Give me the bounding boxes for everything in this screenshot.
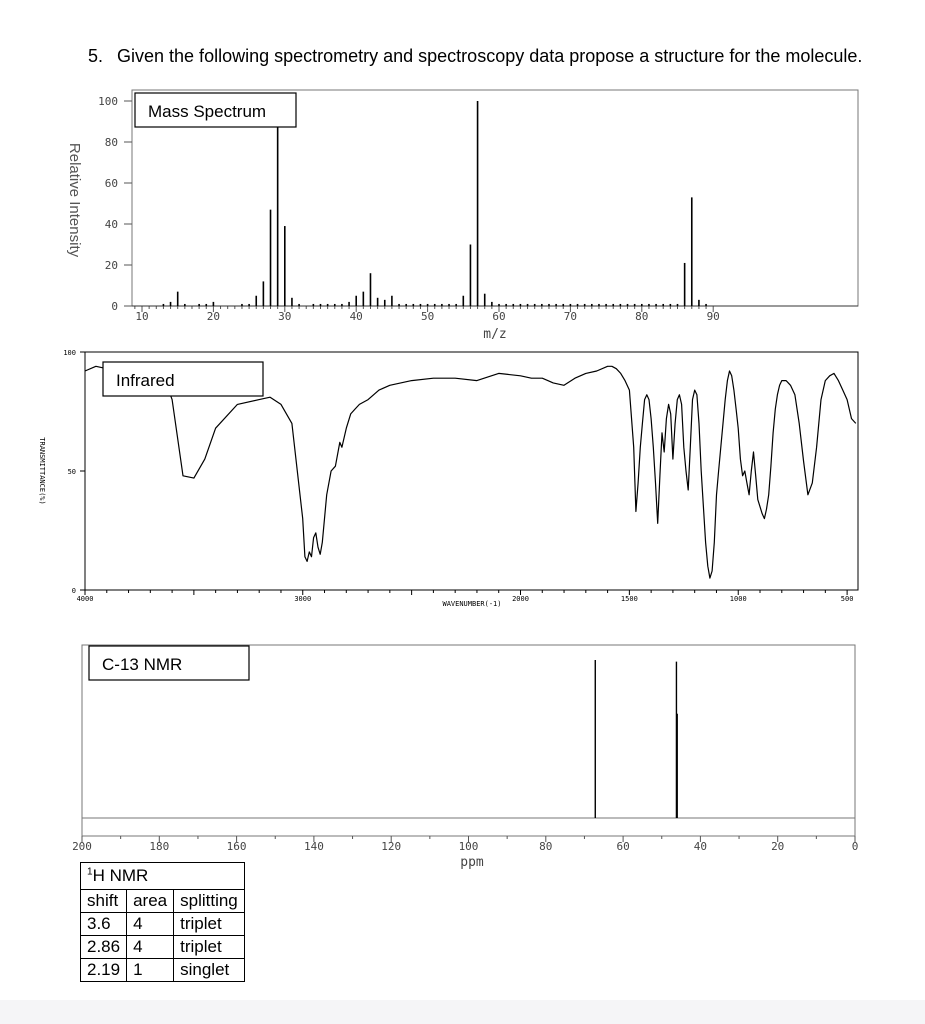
c13-x-tick-label: 160 [226, 840, 247, 853]
mass-spectrum-y-tick-label: 40 [104, 218, 118, 231]
infrared-y-tick-label: 50 [67, 468, 76, 476]
infrared-x-tick-label: 1500 [620, 595, 638, 603]
mass-spectrum-x-tick-label: 40 [349, 310, 363, 323]
h-nmr-shift: 2.86 [81, 936, 127, 959]
h-nmr-title-text: H NMR [92, 866, 149, 885]
h-nmr-shift: 2.19 [81, 959, 127, 982]
c13-x-tick-label: 200 [72, 840, 92, 853]
h-nmr-splitting: singlet [174, 959, 245, 982]
c13-x-tick-label: 60 [616, 840, 630, 853]
question-number: 5. [88, 46, 104, 66]
c13-x-tick-label: 120 [381, 840, 402, 853]
c13-title: C-13 NMR [102, 655, 183, 674]
mass-spectrum-x-tick-label: 50 [420, 310, 435, 323]
h-nmr-splitting: triplet [174, 913, 245, 936]
h-nmr-title-superscript: 1 [87, 866, 93, 878]
bottom-band [0, 1000, 925, 1024]
mass-spectrum-y-tick-label: 20 [104, 259, 118, 272]
mass-spectrum-title: Mass Spectrum [148, 102, 267, 121]
c13-x-tick-label: 100 [458, 840, 479, 853]
c13-x-tick-label: 180 [149, 840, 170, 853]
infrared-x-label: WAVENUMBER(-1) [442, 600, 502, 608]
table-row [81, 959, 245, 982]
h-nmr-header-splitting: splitting [174, 890, 245, 913]
question-text: Given the following spectrometry and spectroscopy data propose a structure for the molecule. [117, 46, 863, 66]
c13-x-label: ppm [460, 855, 484, 870]
c13-x-tick-label: 20 [771, 840, 785, 853]
infrared-x-tick-label: 500 [840, 595, 854, 603]
mass-spectrum-x-tick-label: 90 [706, 310, 720, 323]
infrared-title: Infrared [116, 371, 175, 390]
c13-x-tick-label: 0 [851, 840, 859, 853]
h-nmr-area: 4 [127, 913, 174, 936]
mass-spectrum-x-tick-label: 30 [278, 310, 292, 323]
h-nmr-title-row [81, 863, 245, 890]
table-row [81, 936, 245, 959]
c13-x-tick-label: 140 [303, 840, 324, 853]
mass-spectrum-x-tick-label: 80 [635, 310, 649, 323]
h-nmr-shift: 3.6 [81, 913, 127, 936]
mass-spectrum-x-label: m/z [483, 327, 507, 342]
h-nmr-area: 1 [127, 959, 174, 982]
h-nmr-header-shift: shift [81, 890, 127, 913]
mass-spectrum-x-tick-label: 10 [135, 310, 149, 323]
mass-spectrum-y-tick-label: 0 [111, 300, 118, 313]
h-nmr-table [80, 862, 245, 982]
mass-spectrum-x-tick-label: 70 [563, 310, 578, 323]
infrared-y-tick-label: 100 [63, 349, 76, 357]
c13-x-tick-label: 80 [539, 840, 553, 853]
infrared-x-tick-label: 2000 [512, 595, 529, 603]
h-nmr-title [81, 863, 245, 890]
infrared-y-label: TRANSMITTANCE(%) [38, 437, 46, 505]
c13-x-tick-label: 40 [693, 840, 708, 853]
mass-spectrum-x-tick-label: 20 [206, 310, 221, 323]
table-row [81, 913, 245, 936]
h-nmr-splitting: triplet [174, 936, 245, 959]
mass-spectrum-x-tick-label: 60 [492, 310, 506, 323]
h-nmr-header-row [81, 890, 245, 913]
h-nmr-area: 4 [127, 936, 174, 959]
mass-spectrum-y-label: Relative Intensity [66, 142, 83, 258]
infrared-spectrum-line [85, 366, 856, 578]
mass-spectrum-y-tick-label: 100 [98, 95, 118, 108]
mass-spectrum-y-tick-label: 60 [104, 177, 118, 190]
mass-spectrum-y-tick-label: 80 [104, 136, 118, 149]
infrared-x-tick-label: 3000 [294, 595, 312, 603]
infrared-y-tick-label: 0 [71, 587, 76, 595]
infrared-x-tick-label: 1000 [729, 595, 747, 603]
h-nmr-header-area: area [127, 890, 174, 913]
infrared-x-tick-label: 4000 [76, 595, 94, 603]
